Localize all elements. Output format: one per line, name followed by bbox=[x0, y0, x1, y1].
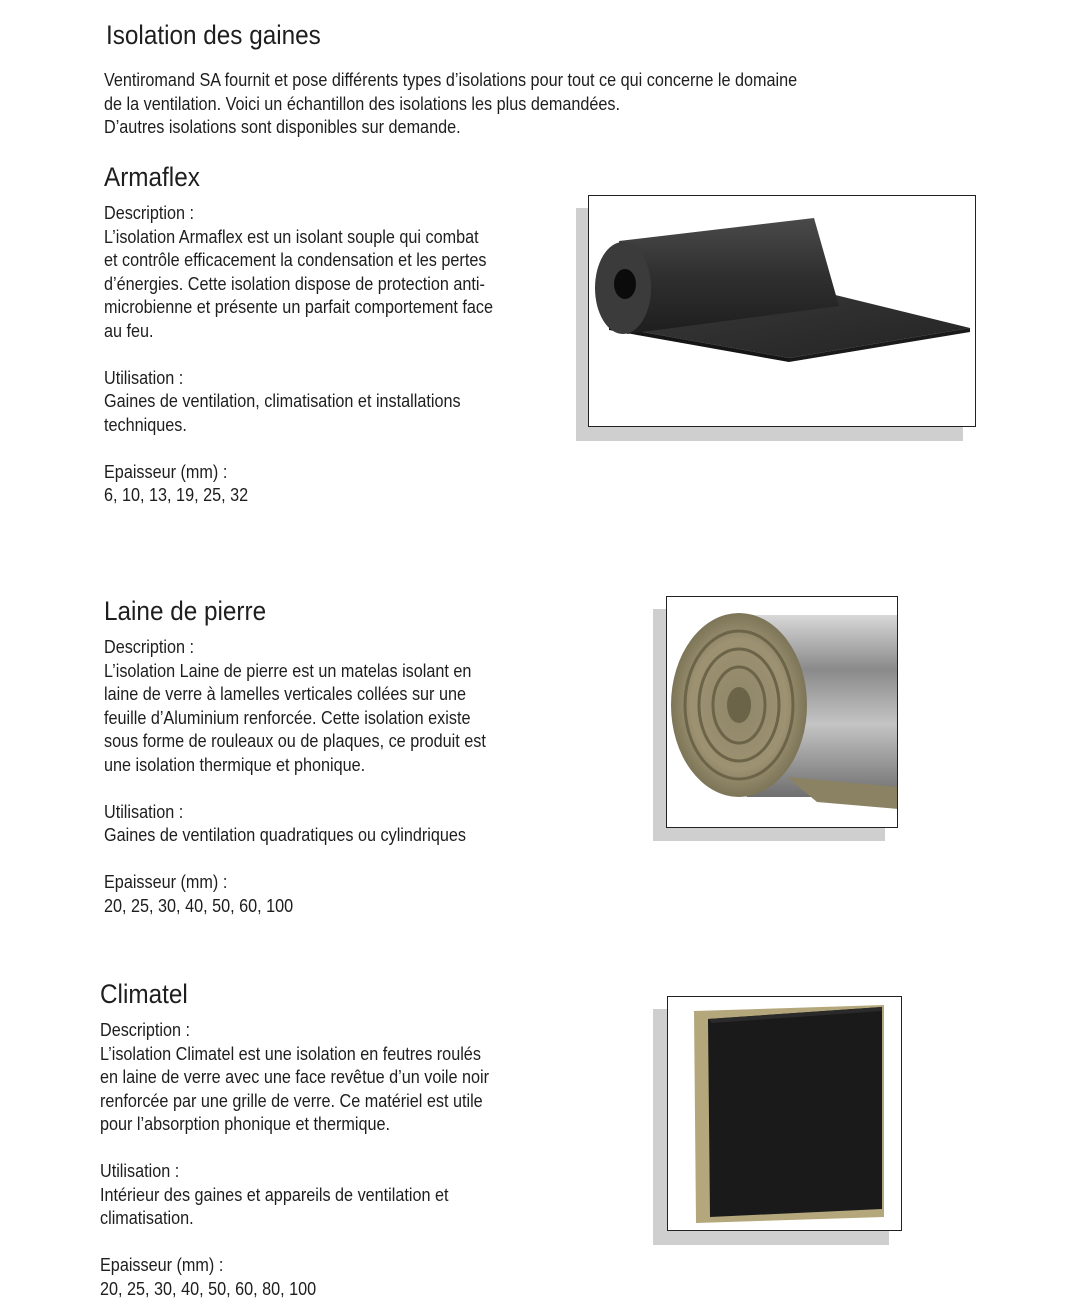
climatel-image-frame bbox=[653, 996, 902, 1245]
section-title-climatel: Climatel bbox=[100, 979, 188, 1009]
usage-label: Utilisation : bbox=[104, 801, 184, 822]
thickness-label: Epaisseur (mm) : bbox=[104, 872, 228, 892]
intro-paragraph bbox=[104, 69, 797, 140]
page-title: Isolation des gaines bbox=[106, 20, 321, 50]
intro-line: de la ventilation. Voici un échantillon des isolations les plus demandées. bbox=[104, 93, 621, 114]
description-line: d’énergies. Cette isolation dispose de protection anti- bbox=[104, 273, 485, 294]
intro-line: Ventiromand SA fournit et pose différents types d’isolations pour tout ce qui concerne le domaine bbox=[104, 70, 798, 90]
description-line: L’isolation Climatel est une isolation en feutres roulés bbox=[100, 1043, 481, 1064]
mineral-wool-roll-photo bbox=[666, 596, 898, 828]
description-label: Description : bbox=[104, 203, 195, 223]
thickness-label: Epaisseur (mm) : bbox=[104, 461, 228, 482]
description-line: microbienne et présente un parfait comportement face bbox=[104, 297, 494, 317]
description-line: en laine de verre avec une face revêtue d’un voile noir bbox=[100, 1067, 490, 1087]
usage-line: climatisation. bbox=[100, 1208, 194, 1228]
usage-label: Utilisation : bbox=[104, 367, 184, 388]
description-line: une isolation thermique et phonique. bbox=[104, 754, 366, 775]
usage-label: Utilisation : bbox=[100, 1161, 180, 1181]
description-line: renforcée par une grille de verre. Ce matériel est utile bbox=[100, 1090, 483, 1111]
climatel-details bbox=[100, 1019, 489, 1301]
armaflex-details bbox=[104, 202, 493, 508]
description-label: Description : bbox=[100, 1020, 191, 1040]
thickness-values: 6, 10, 13, 19, 25, 32 bbox=[104, 485, 249, 505]
laine-de-pierre-image-frame bbox=[653, 596, 898, 841]
laine-de-pierre-details bbox=[104, 636, 486, 918]
description-line: laine de verre à lamelles verticales collées sur une bbox=[104, 684, 466, 704]
usage-line: Gaines de ventilation quadratiques ou cylindriques bbox=[104, 825, 467, 845]
section-title-armaflex: Armaflex bbox=[104, 162, 200, 192]
armaflex-image-frame bbox=[576, 195, 976, 441]
thickness-values: 20, 25, 30, 40, 50, 60, 80, 100 bbox=[100, 1278, 317, 1299]
usage-line: techniques. bbox=[104, 414, 187, 435]
intro-line: D’autres isolations sont disponibles sur demande. bbox=[104, 117, 461, 137]
usage-line: Gaines de ventilation, climatisation et installations bbox=[104, 391, 461, 411]
description-line: sous forme de rouleaux ou de plaques, ce produit est bbox=[104, 731, 486, 751]
black-foam-roll-photo bbox=[588, 195, 976, 427]
thickness-values: 20, 25, 30, 40, 50, 60, 100 bbox=[104, 895, 294, 916]
description-label: Description : bbox=[104, 637, 195, 657]
description-line: feuille d’Aluminium renforcée. Cette isolation existe bbox=[104, 707, 471, 728]
description-line: L’isolation Laine de pierre est un matelas isolant en bbox=[104, 660, 472, 681]
insulation-panel-photo bbox=[667, 996, 902, 1231]
thickness-label: Epaisseur (mm) : bbox=[100, 1255, 224, 1275]
description-line: L’isolation Armaflex est un isolant souple qui combat bbox=[104, 226, 479, 247]
description-line: pour l’absorption phonique et thermique. bbox=[100, 1114, 390, 1134]
description-line: au feu. bbox=[104, 320, 154, 341]
section-title-laine-de-pierre: Laine de pierre bbox=[104, 596, 267, 626]
description-line: et contrôle efficacement la condensation et les pertes bbox=[104, 250, 487, 270]
usage-line: Intérieur des gaines et appareils de ventilation et bbox=[100, 1184, 449, 1205]
